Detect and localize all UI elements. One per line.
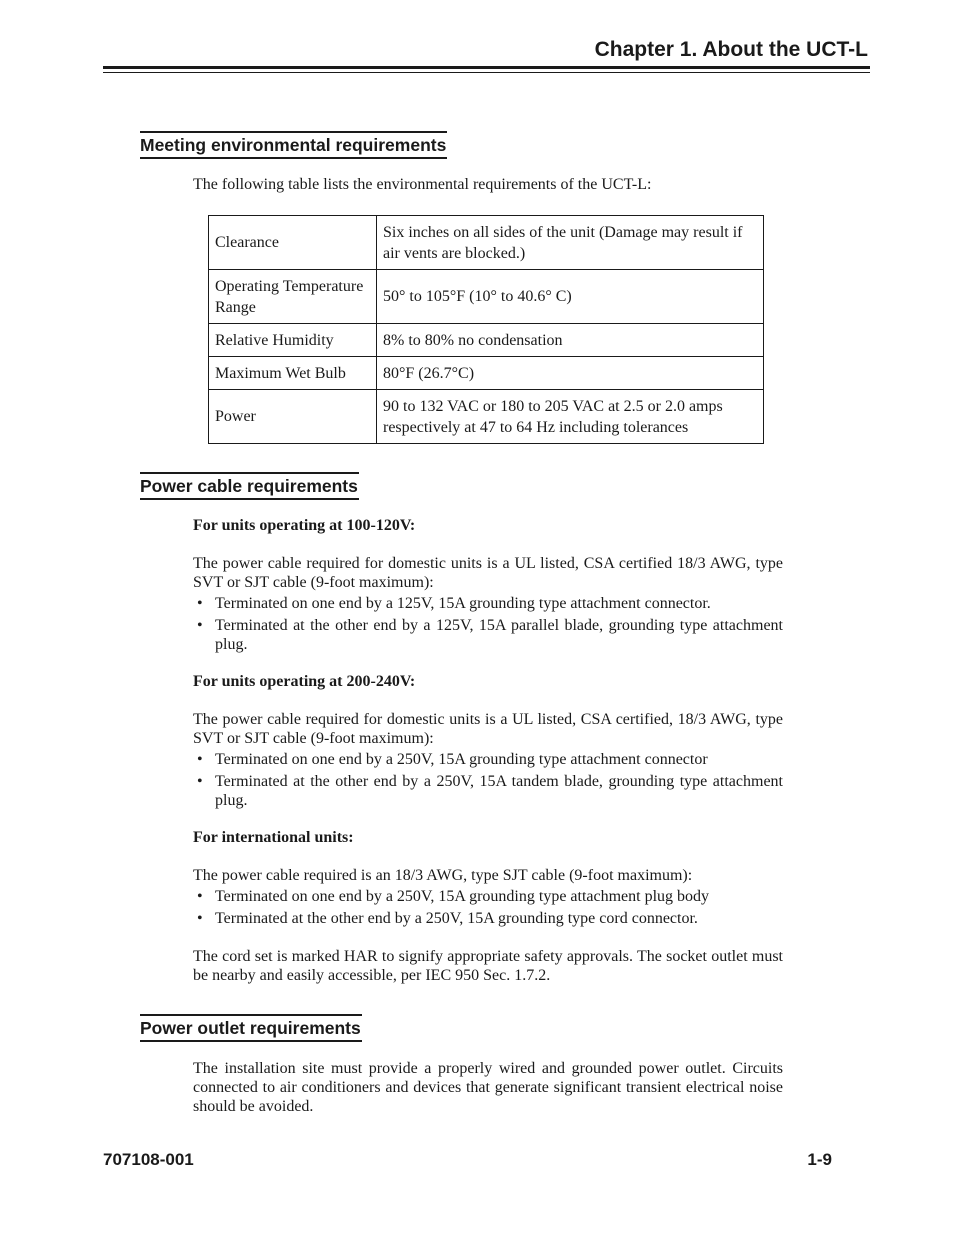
table-row	[209, 216, 764, 270]
subheading-international: For international units:	[193, 829, 354, 846]
section-heading-power-cable: Power cable requirements	[140, 472, 359, 500]
table-row	[209, 270, 764, 324]
list-item-text: Terminated on one end by a 250V, 15A grounding type attachment plug body	[215, 888, 710, 905]
table-cell-label: Operating Temperature Range	[209, 270, 377, 324]
table-row	[209, 357, 764, 390]
list-item	[193, 772, 783, 810]
bullet-icon: •	[197, 888, 203, 905]
list-item-text: Terminated on one end by a 125V, 15A grounding type attachment connector.	[215, 595, 711, 612]
bullet-icon: •	[197, 910, 203, 927]
table-row	[209, 324, 764, 357]
list-item-text: Terminated at the other end by a 125V, 15A parallel blade, grounding type attachment plug.	[215, 617, 783, 653]
environment-table	[208, 215, 764, 444]
paragraph-100-120v: The power cable required for domestic units is a UL listed, CSA certified 18/3 AWG, type SVT or SJT cable (9-foot maximum):	[193, 555, 783, 591]
bullet-icon: •	[197, 773, 203, 790]
table-cell-label: Power	[209, 390, 377, 444]
page-number: 1-9	[807, 1150, 832, 1169]
list-item	[193, 909, 783, 928]
doc-number: 707108-001	[103, 1150, 194, 1169]
subheading-200-240v: For units operating at 200-240V:	[193, 673, 416, 690]
outlet-paragraph: The installation site must provide a properly wired and grounded power outlet. Circuits connected to air conditioners and devices that generate significant transient electrical noise should be avoided.	[193, 1060, 783, 1115]
list-item-text: Terminated on one end by a 250V, 15A grounding type attachment connector	[215, 751, 708, 768]
list-item	[193, 750, 783, 769]
bullet-icon: •	[197, 751, 203, 768]
bullet-icon: •	[197, 617, 203, 634]
list-item-text: Terminated at the other end by a 250V, 15A tandem blade, grounding type attachment plug.	[215, 773, 783, 809]
paragraph-200-240v: The power cable required for domestic units is a UL listed, CSA certified, 18/3 AWG, type SVT or SJT cable (9-foot maximum):	[193, 711, 783, 747]
table-cell-label: Clearance	[209, 216, 377, 270]
table-cell-label: Maximum Wet Bulb	[209, 357, 377, 390]
table-cell-label: Relative Humidity	[209, 324, 377, 357]
env-intro: The following table lists the environmental requirements of the UCT-L:	[193, 176, 652, 193]
table-cell-value: 50° to 105°F (10° to 40.6° C)	[377, 270, 764, 324]
har-note: The cord set is marked HAR to signify appropriate safety approvals. The socket outlet must be nearby and easily accessible, per IEC 950 Sec. 1.7.2.	[193, 948, 783, 984]
table-cell-value: 80°F (26.7°C)	[377, 357, 764, 390]
section-heading-environmental: Meeting environmental requirements	[140, 131, 447, 159]
list-item	[193, 887, 783, 906]
table-cell-value: Six inches on all sides of the unit (Damage may result if air vents are blocked.)	[377, 216, 764, 270]
header-rule-thin	[103, 72, 870, 73]
table-cell-value: 90 to 132 VAC or 180 to 205 VAC at 2.5 or 2.0 amps respectively at 47 to 64 Hz including tolerances	[377, 390, 764, 444]
header-rule-thick	[103, 66, 870, 69]
list-item	[193, 594, 783, 613]
subheading-100-120v: For units operating at 100-120V:	[193, 517, 416, 534]
list-item	[193, 616, 783, 654]
table-row	[209, 390, 764, 444]
list-item-text: Terminated at the other end by a 250V, 15A grounding type cord connector.	[215, 910, 698, 927]
paragraph-international: The power cable required is an 18/3 AWG, type SJT cable (9-foot maximum):	[193, 867, 693, 884]
bullet-icon: •	[197, 595, 203, 612]
section-heading-power-outlet: Power outlet requirements	[140, 1014, 362, 1042]
table-cell-value: 8% to 80% no condensation	[377, 324, 764, 357]
chapter-title: Chapter 1. About the UCT-L	[594, 38, 868, 61]
